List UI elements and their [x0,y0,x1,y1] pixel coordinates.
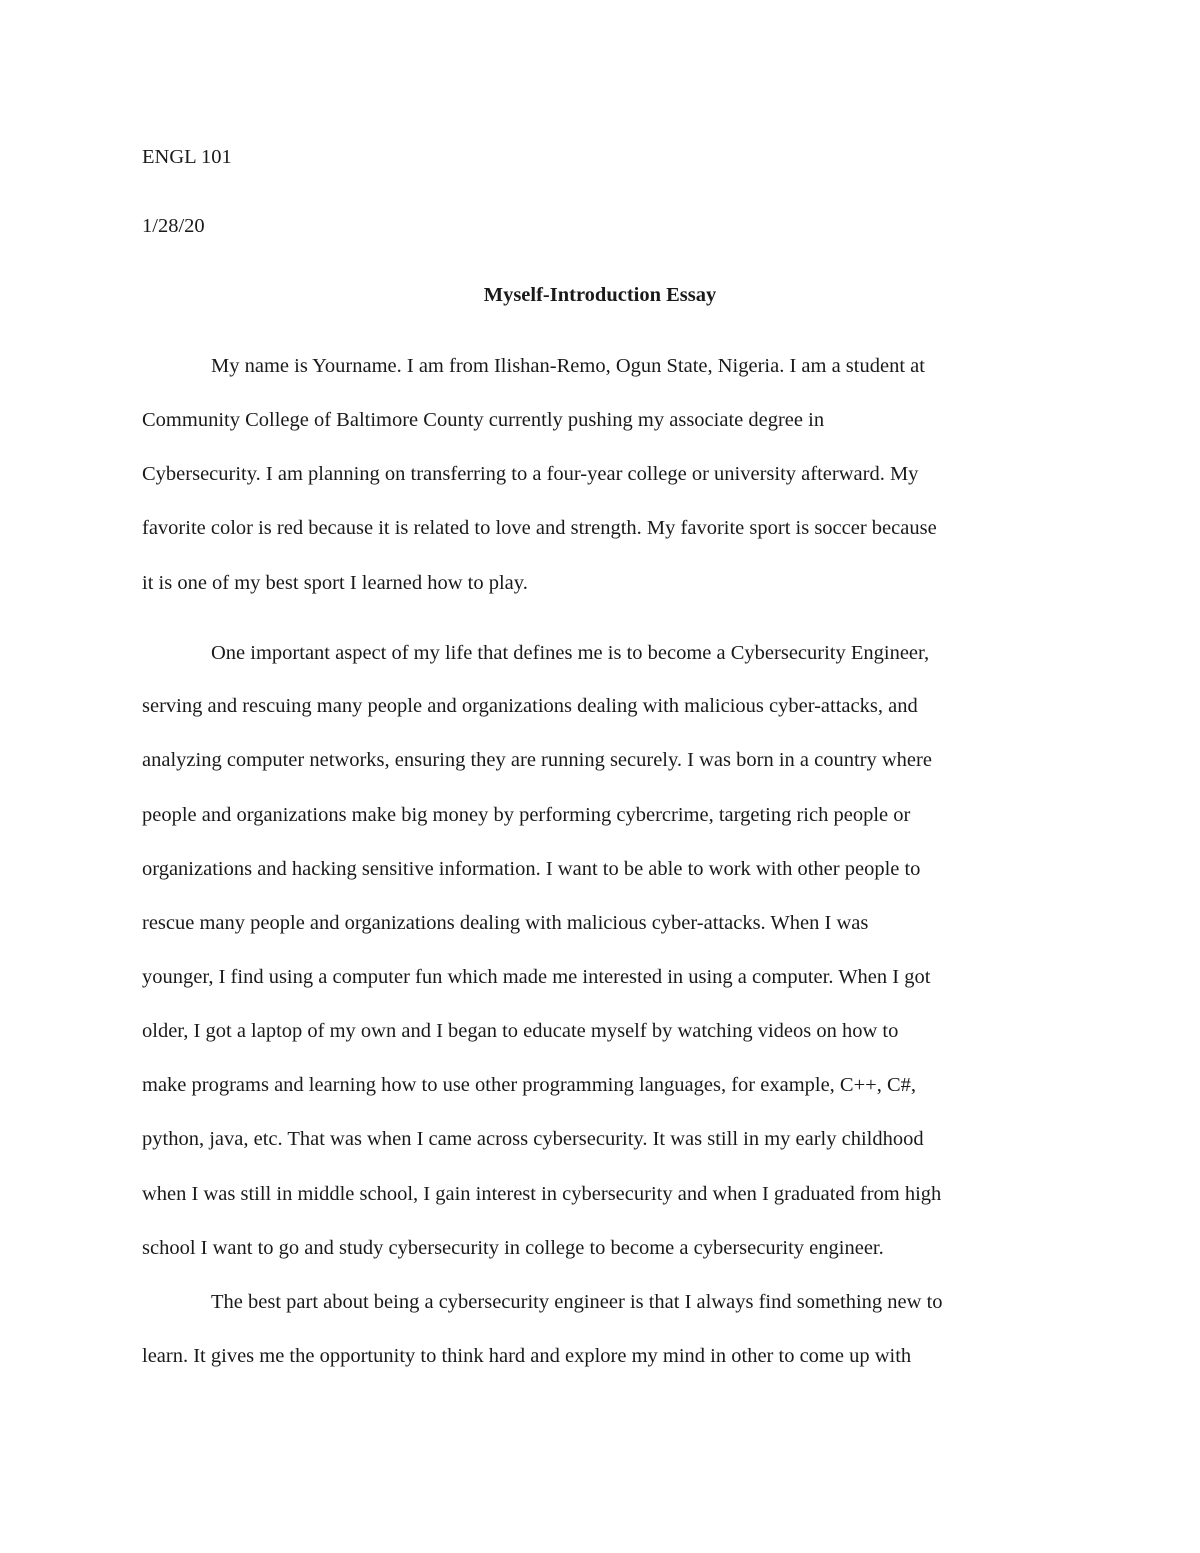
paragraph-2-line-12: school I want to go and study cybersecurity in college to become a cybersecurity engineer. [142,1237,884,1259]
paragraph-3-line-2: learn. It gives me the opportunity to think hard and explore my mind in other to come up with [142,1345,912,1367]
paragraph-1-line-1: My name is Yourname. I am from Ilishan-Remo, Ogun State, Nigeria. I am a student at [211,355,925,377]
essay-title: Myself-Introduction Essay [483,284,717,306]
paragraph-1-line-5: it is one of my best sport I learned how to play. [142,572,528,594]
course-label: ENGL 101 [142,146,232,168]
paragraph-3-line-1: The best part about being a cybersecurity engineer is that I always find something new to [211,1291,943,1313]
paragraph-2-line-4: people and organizations make big money by performing cybercrime, targeting rich people or [142,804,911,826]
paragraph-2-line-1: One important aspect of my life that defines me is to become a Cybersecurity Engineer, [211,642,930,664]
paragraph-2-line-3: analyzing computer networks, ensuring they are running securely. I was born in a country where [142,749,932,771]
paragraph-2-line-10: python, java, etc. That was when I came across cybersecurity. It was still in my early childhood [142,1128,924,1150]
paragraph-1-line-3: Cybersecurity. I am planning on transferring to a four-year college or university afterward. My [142,463,919,485]
paragraph-2-line-9: make programs and learning how to use other programming languages, for example, C++, C#, [142,1074,917,1096]
paragraph-2-line-8: older, I got a laptop of my own and I began to educate myself by watching videos on how to [142,1020,899,1042]
paragraph-1-line-2: Community College of Baltimore County currently pushing my associate degree in [142,409,825,431]
paragraph-1-line-4: favorite color is red because it is related to love and strength. My favorite sport is soccer because [142,517,937,539]
paragraph-2-line-6: rescue many people and organizations dealing with malicious cyber-attacks. When I was [142,912,869,934]
paragraph-2-line-5: organizations and hacking sensitive information. I want to be able to work with other people to [142,858,921,880]
paragraph-2-line-7: younger, I find using a computer fun which made me interested in using a computer. When I got [142,966,931,988]
paragraph-2-line-2: serving and rescuing many people and organizations dealing with malicious cyber-attacks, and [142,695,918,717]
paragraph-2-line-11: when I was still in middle school, I gain interest in cybersecurity and when I graduated from high [142,1183,942,1205]
date-label: 1/28/20 [142,215,205,237]
